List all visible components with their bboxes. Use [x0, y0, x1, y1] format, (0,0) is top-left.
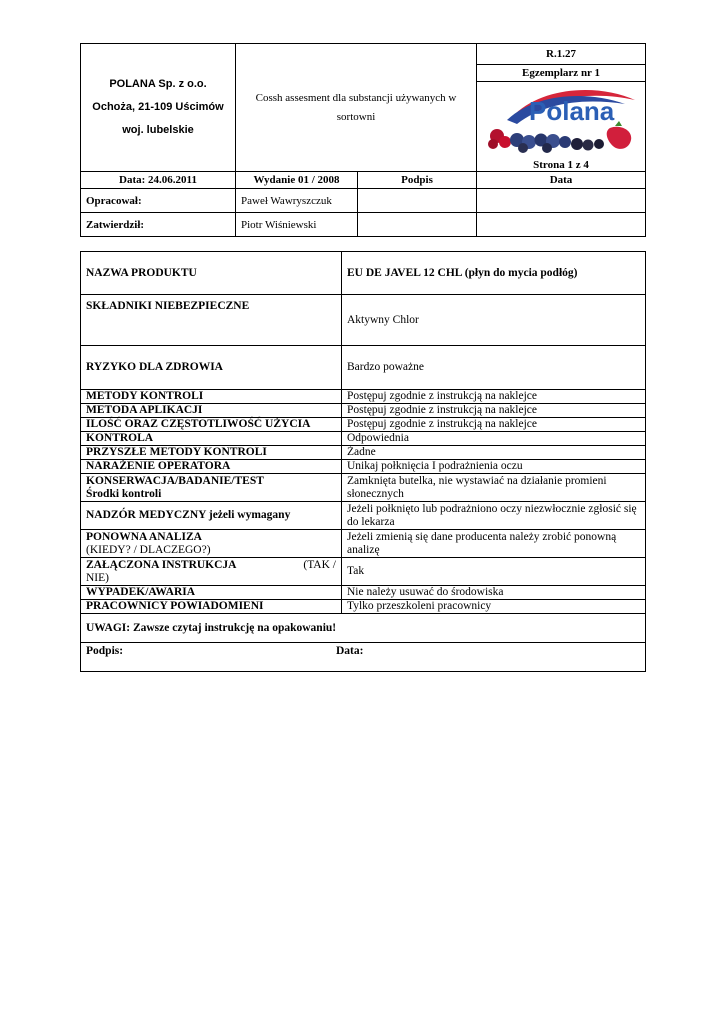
footer-date-label: Data: [336, 645, 364, 657]
table-row [81, 346, 646, 390]
table-row [81, 390, 646, 404]
table-row [81, 432, 646, 446]
table-row [81, 530, 646, 558]
row-label-line2: (KIEDY? / DLACZEGO?) [86, 543, 211, 556]
row-value: Żadne [342, 446, 646, 460]
table-row [81, 460, 646, 474]
approved-signature [358, 213, 477, 237]
table-row [81, 418, 646, 432]
row-value: EU DE JAVEL 12 CHL (płyn do mycia podłóg) [342, 252, 646, 295]
table-row [81, 586, 646, 600]
prepared-signature [358, 189, 477, 213]
footer-signature-label: Podpis: [86, 645, 124, 657]
company-address: Ochoża, 21-109 Uścimów [92, 101, 224, 113]
approved-by: Piotr Wiśniewski [236, 213, 358, 237]
page-number: Strona 1 z 4 [533, 159, 589, 171]
company-region: woj. lubelskie [122, 124, 194, 136]
prepared-label: Opracował: [81, 189, 236, 213]
date-label: Data: 24.06.2011 [81, 172, 236, 189]
row-value: Unikaj połknięcia I podrażnienia oczu [342, 460, 646, 474]
table-row [81, 600, 646, 614]
row-value: Tak [342, 558, 646, 586]
approved-label: Zatwierdził: [81, 213, 236, 237]
row-value: Zamknięta butelka, nie wystawiać na działanie promieni słonecznych [342, 474, 646, 502]
polana-logo [485, 84, 637, 154]
row-label: ILOŚĆ ORAZ CZĘSTOTLIWOŚĆ UŻYCIA [81, 418, 342, 432]
row-value: Aktywny Chlor [342, 295, 646, 346]
logo-cell [477, 82, 646, 172]
row-value: Jeżeli zmienią się dane producenta należy zrobić ponowną analizę [342, 530, 646, 558]
row-value: Postępuj zgodnie z instrukcją na naklejce [342, 418, 646, 432]
row-label: METODY KONTROLI [81, 390, 342, 404]
table-row [81, 474, 646, 502]
row-label: NAZWA PRODUKTU [81, 252, 342, 295]
approved-date [477, 213, 646, 237]
row-label: NARAŻENIE OPERATORA [81, 460, 342, 474]
row-value: Odpowiednia [342, 432, 646, 446]
row-label: METODA APLIKACJI [81, 404, 342, 418]
table-row [81, 295, 646, 346]
date-column-label: Data [477, 172, 646, 189]
prepared-date [477, 189, 646, 213]
table-row [81, 252, 646, 295]
row-label-line2: NIE) [86, 571, 109, 584]
document-title: Cossh assesment dla substancji używanych w sortowni [236, 44, 477, 172]
row-label-line1: PONOWNA ANALIZA [86, 530, 202, 543]
document-header-table [80, 43, 646, 237]
row-value: Bardzo poważne [342, 346, 646, 390]
row-label: KONTROLA [81, 432, 342, 446]
edition-label: Wydanie 01 / 2008 [236, 172, 358, 189]
signature-column-label: Podpis [358, 172, 477, 189]
document-code: R.1.27 [477, 44, 646, 65]
company-name: POLANA Sp. z o.o. [109, 78, 207, 90]
assessment-table [80, 251, 646, 672]
row-value: Postępuj zgodnie z instrukcją na naklejce [342, 390, 646, 404]
table-row [81, 446, 646, 460]
row-value: Nie należy usuwać do środowiska [342, 586, 646, 600]
company-info [81, 44, 236, 172]
row-label: PRACOWNICY POWIADOMIENI [81, 600, 342, 614]
row-label: WYPADEK/AWARIA [81, 586, 342, 600]
footer-row [81, 643, 646, 672]
row-label [81, 530, 342, 558]
row-value: Jeżeli połknięto lub podrażniono oczy niezwłocznie zgłosić się do lekarza [342, 502, 646, 530]
row-label [81, 558, 342, 586]
prepared-by: Paweł Wawryszczuk [236, 189, 358, 213]
row-label: RYZYKO DLA ZDROWIA [81, 346, 342, 390]
row-label-line1: ZAŁĄCZONA INSTRUKCJA [86, 558, 237, 571]
logo-text: Polana [529, 96, 615, 126]
row-label-line1: KONSERWACJA/BADANIE/TEST [86, 474, 264, 487]
row-label-line2: Środki kontroli [86, 487, 162, 500]
row-label: NADZÓR MEDYCZNY jeżeli wymagany [81, 502, 342, 530]
row-label: SKŁADNIKI NIEBEZPIECZNE [81, 295, 342, 346]
row-label [81, 474, 342, 502]
row-label: PRZYSZŁE METODY KONTROLI [81, 446, 342, 460]
footer-cell [81, 643, 646, 672]
copy-number: Egzemplarz nr 1 [477, 65, 646, 82]
table-row [81, 404, 646, 418]
notes-row [81, 614, 646, 643]
table-row [81, 502, 646, 530]
row-value: Postępuj zgodnie z instrukcją na naklejce [342, 404, 646, 418]
row-label-extra: (TAK / [303, 558, 336, 571]
row-value: Tylko przeszkoleni pracownicy [342, 600, 646, 614]
notes: UWAGI: Zawsze czytaj instrukcję na opakowaniu! [81, 614, 646, 643]
table-row [81, 558, 646, 586]
